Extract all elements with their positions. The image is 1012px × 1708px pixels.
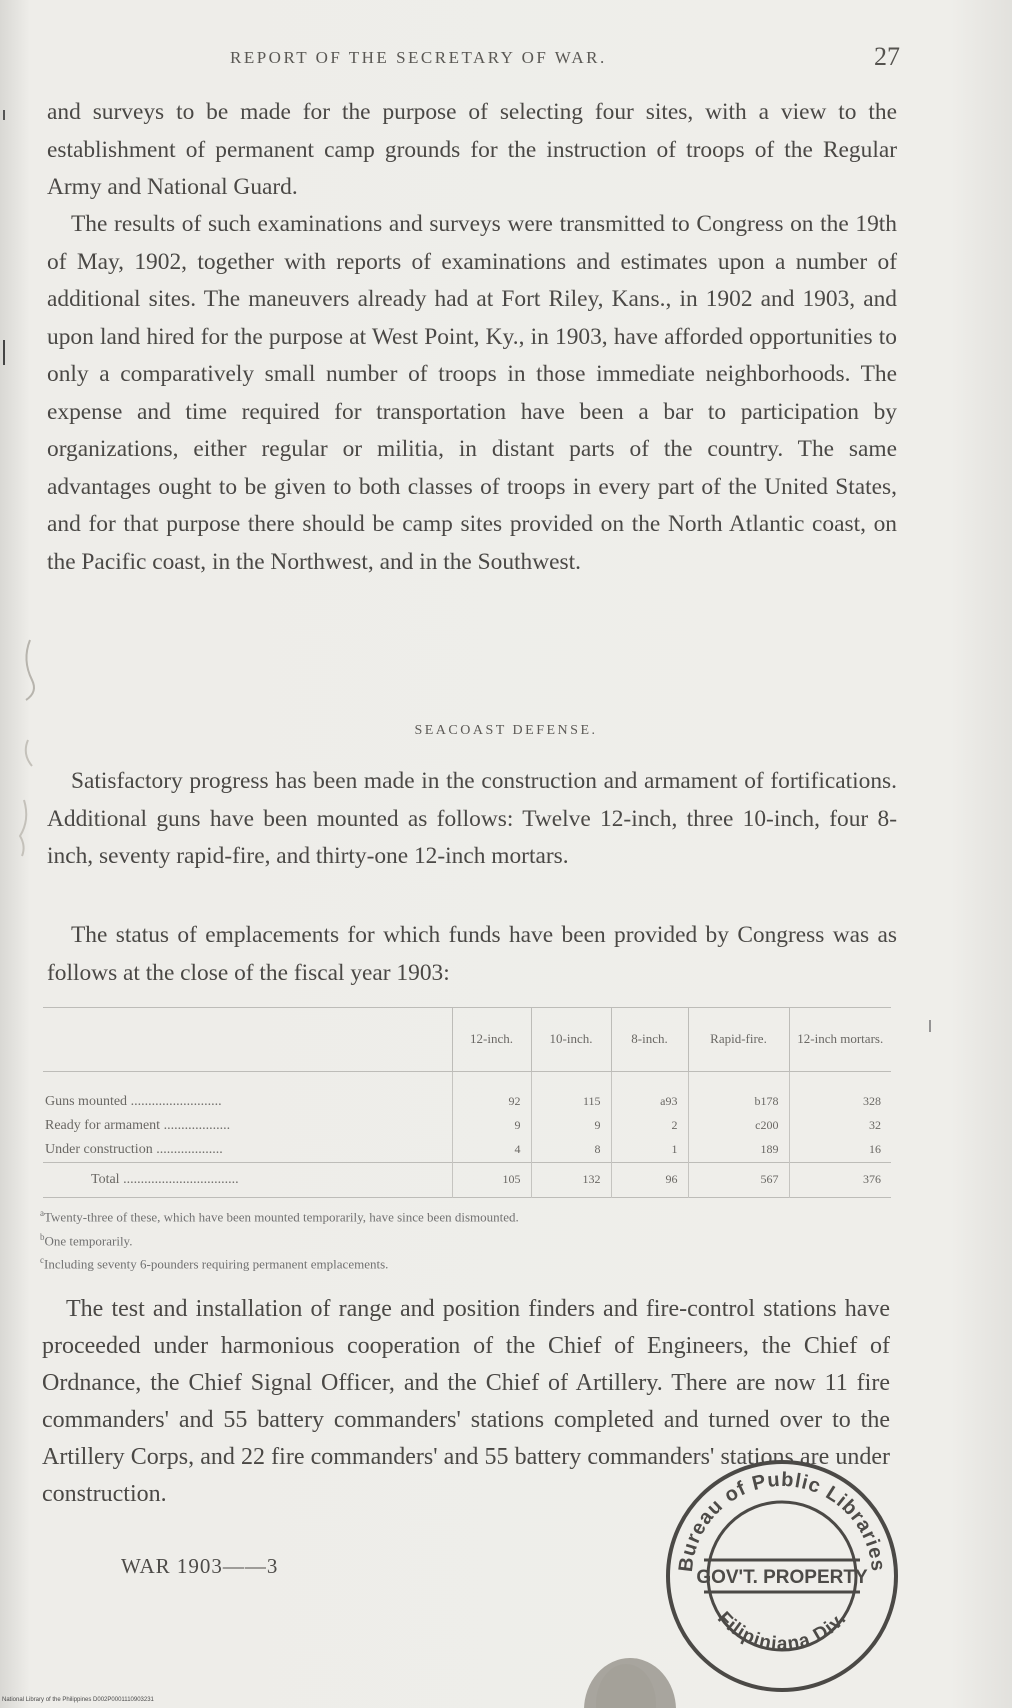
table-header-row <box>43 1008 891 1071</box>
page-number: 27 <box>874 42 900 71</box>
table-cell: 105 <box>452 1162 531 1197</box>
table-cell: 115 <box>531 1071 611 1114</box>
table-cell: 132 <box>531 1162 611 1197</box>
row-label: Guns mounted .......................... <box>45 1093 222 1109</box>
table-cell: a93 <box>611 1071 688 1114</box>
margin-tick <box>928 1020 934 1040</box>
footnote: $^b$One temporarily. <box>40 1232 133 1249</box>
table-header-cell: 10-inch. <box>531 1008 611 1071</box>
table-cell: 32 <box>789 1114 891 1138</box>
table-total-row <box>43 1162 891 1197</box>
running-title: REPORT OF THE SECRETARY OF WAR. <box>230 48 607 67</box>
row-label: Under construction ................... <box>45 1141 223 1157</box>
footnote: $^a$Twenty-three of these, which have been mounted temporarily, have since been dismounted. <box>40 1208 519 1225</box>
table-row <box>43 1071 891 1114</box>
table-cell: 1 <box>611 1138 688 1163</box>
leader-dots: ................... <box>156 1141 223 1157</box>
library-stamp-icon <box>660 1454 904 1698</box>
emplacement-table <box>43 1007 891 1198</box>
row-label: Total ................................. <box>43 1162 452 1197</box>
section-heading: SEACOAST DEFENSE. <box>414 723 598 738</box>
scan-footer: National Library of the Philippines D002P0001110903231 <box>2 1697 154 1703</box>
table-cell: 567 <box>688 1162 789 1197</box>
signature-line: WAR 1903——3 <box>121 1554 279 1578</box>
table-header-cell: 12-inch mortars. <box>789 1008 891 1071</box>
table-cell: 8 <box>531 1138 611 1163</box>
paragraph-2: The results of such examinations and surveys were transmitted to Congress on the 19th of May, 1902, together with reports of examinations and estimates upon a number of additional sites. The maneuvers already had at Fort Riley, Kans., in 1902 and 1903, and upon land hired for the purpose at West Point, Ky., in 1903, have afforded opportunities to only a comparatively small number of troops in those immediate neighborhoods. The expense and time required for transportation have been a bar to participation by organizations, either regular or militia, in distant parts of the country. The same advantages ought to be given to both classes of troops in every part of the United States, and for that purpose there should be camp sites provided on the North Atlantic coast, on the Pacific coast, in the Northwest, and in the Southwest. <box>47 211 897 575</box>
table-cell: 92 <box>452 1071 531 1114</box>
table-cell: 4 <box>452 1138 531 1163</box>
paragraph-5: The test and installation of range and position finders and fire-control stations have proceeded under harmonious cooperation of the Chief of Engineers, the Chief of Ordnance, the Chief Signal Officer, and the Chief of Artillery. There are now 11 fire commanders' and 55 battery commanders' stations completed and turned over to the Artillery Corps, and 22 fire commanders' and 55 battery commanders' stations are under construction. <box>42 1296 890 1507</box>
paragraph-1: and surveys to be made for the purpose of selecting four sites, with a view to the establishment of permanent camp grounds for the instruction of troops of the Regular Army and National Guard. <box>47 99 897 200</box>
table-header-cell: Rapid-fire. <box>688 1008 789 1071</box>
table-header-cell: 12-inch. <box>452 1008 531 1071</box>
paragraph-3: Satisfactory progress has been made in the construction and armament of fortifications. Additional guns have been mounted as follows: Twelve 12-inch, three 10-inch, four 8-inch, seventy rapid-fire, and thirty-one 12-inch mortars. <box>47 768 897 869</box>
leader-dots: .......................... <box>130 1093 222 1109</box>
table-cell: 2 <box>611 1114 688 1138</box>
table-cell: 9 <box>452 1114 531 1138</box>
table-cell: 9 <box>531 1114 611 1138</box>
table-header-blank <box>43 1008 452 1071</box>
table-cell: c200 <box>688 1114 789 1138</box>
table-cell: 376 <box>789 1162 891 1197</box>
footnote: $^c$Including seventy 6-pounders requiring permanent emplacements. <box>40 1255 389 1272</box>
table-row <box>43 1114 891 1138</box>
row-label: Ready for armament ................... <box>45 1117 231 1133</box>
paragraph-4: The status of emplacements for which funds have been provided by Congress was as follows at the close of the fiscal year 1903: <box>47 922 897 986</box>
svg-text:Bureau of Public Libraries: Bureau of Public Libraries <box>674 1468 890 1574</box>
svg-text:Filipiniana Div.: Filipiniana Div. <box>713 1608 851 1655</box>
running-header <box>50 44 900 74</box>
table-cell: 328 <box>789 1071 891 1114</box>
table-row <box>43 1138 891 1163</box>
table-cell: 189 <box>688 1138 789 1163</box>
table-cell: 16 <box>789 1138 891 1163</box>
margin-pencil-marks <box>0 100 40 860</box>
leader-dots: ................................. <box>123 1171 239 1187</box>
thumb-shadow <box>570 1640 690 1708</box>
table-header-cell: 8-inch. <box>611 1008 688 1071</box>
table-cell: b178 <box>688 1071 789 1114</box>
svg-text:GOV'T. PROPERTY: GOV'T. PROPERTY <box>696 1567 868 1588</box>
leader-dots: ................... <box>163 1117 231 1133</box>
table-cell: 96 <box>611 1162 688 1197</box>
